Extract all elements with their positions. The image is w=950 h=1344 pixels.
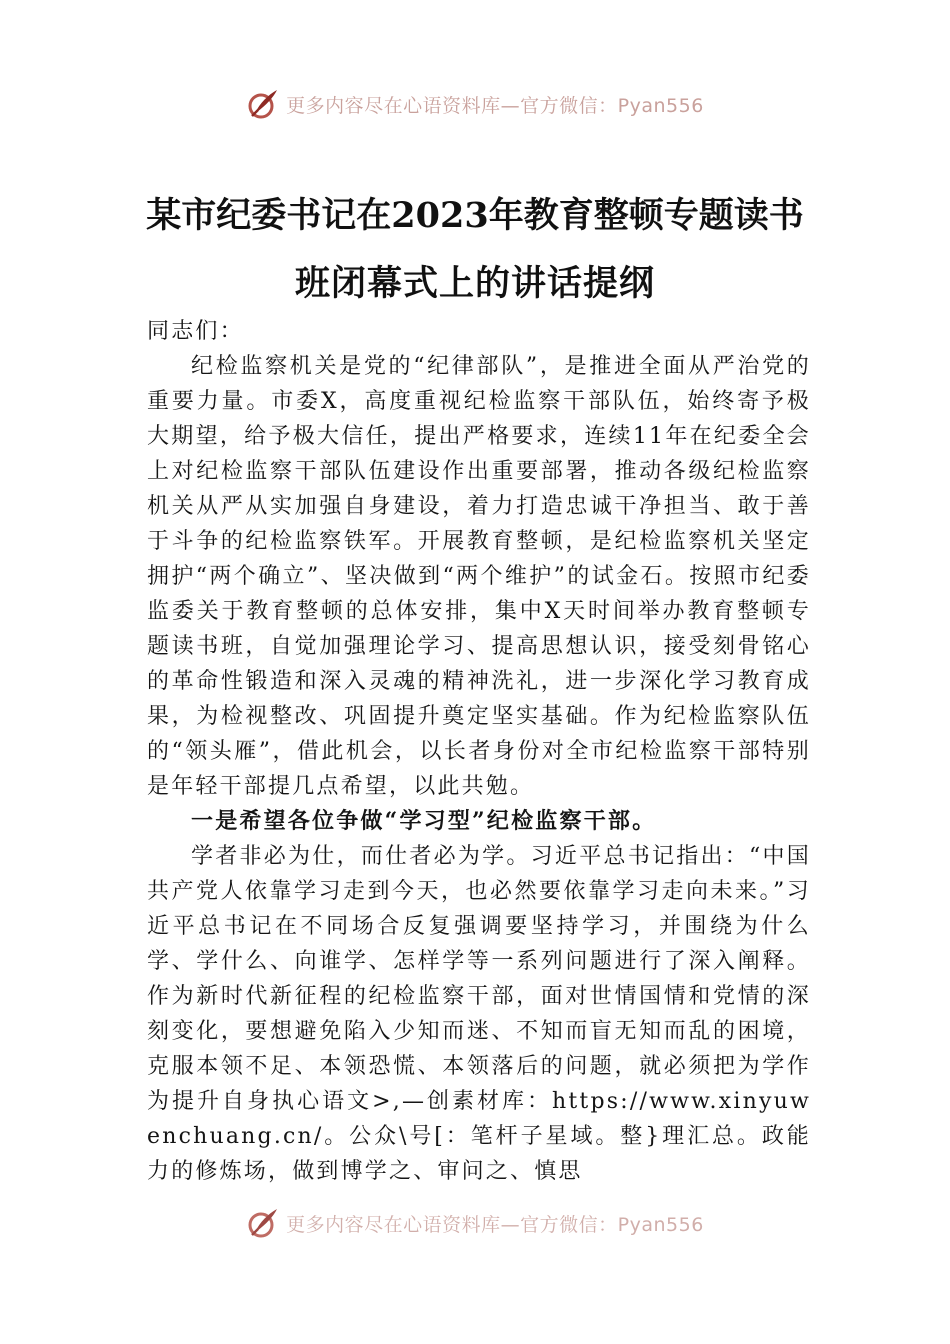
document-title-line-1: 某市纪委书记在2023年教育整顿专题读书 (146, 195, 804, 236)
footer-watermark-text: 更多内容尽在心语资料库—官方微信：Pyan556 (286, 1213, 704, 1236)
quill-logo-icon (246, 87, 280, 121)
salutation: 同志们： (147, 319, 244, 344)
paragraph-1: 纪检监察机关是党的“纪律部队”，是推进全面从严治党的重要力量。市委X，高度重视纪检监察干部队伍，始终寄予极大期望，给予极大信任，提出严格要求，连续11年在纪委全会上对纪检监察干部队伍建设作出重要部署，推动各级纪检监察机关从严从实加强自身建设，着力打造忠诚干净担当、敢于善于斗争的纪检监察铁军。开展教育整顿，是纪检监察机关坚定拥护“两个确立”、坚决做到“两个维护”的试金石。按照市纪委监委关于教育整顿的总体安排，集中X天时间举办教育整顿专题读书班，自觉加强理论学习、提高思想认识，接受刻骨铭心的革命性锻造和深入灵魂的精神洗礼，进一步深化学习教育成果，为检视整改、巩固提升奠定坚实基础。作为纪检监察队伍的“领头雁”，借此机会，以长者身份对全市纪检监察干部特别是年轻干部提几点希望，以此共勉。 (147, 354, 811, 799)
document-title-line-2: 班闭幕式上的讲话提纲 (294, 263, 655, 304)
header-watermark-text: 更多内容尽在心语资料库—官方微信：Pyan556 (286, 94, 704, 117)
paragraph-2: 学者非必为仕，而仕者必为学。习近平总书记指出：“中国共产党人依靠学习走到今天，也必然要依靠学习走向未来。”习近平总书记在不同场合反复强调要坚持学习，并围绕为什么学、学什么、向谁学、怎样学等一系列问题进行了深入阐释。作为新时代新征程的纪检监察干部，面对世情国情和党情的深刻变化，要想避免陷入少知而迷、不知而盲无知而乱的困境，克服本领不足、本领恐慌、本领落后的问题，就必须把为学作为提升自身执心语文>,—创素材库：https://www.xinyuwenchuang.cn/。公众\号[：笔杆子星域。整}理汇总。政能力的修炼场，做到博学之、审问之、慎思 (147, 844, 811, 1184)
quill-logo-icon (246, 1206, 280, 1240)
footer-watermark (0, 1205, 950, 1241)
document-body (147, 314, 811, 1189)
header-watermark (0, 84, 950, 124)
section-1-heading: 一是希望各位争做“学习型”纪检监察干部。 (191, 808, 657, 834)
